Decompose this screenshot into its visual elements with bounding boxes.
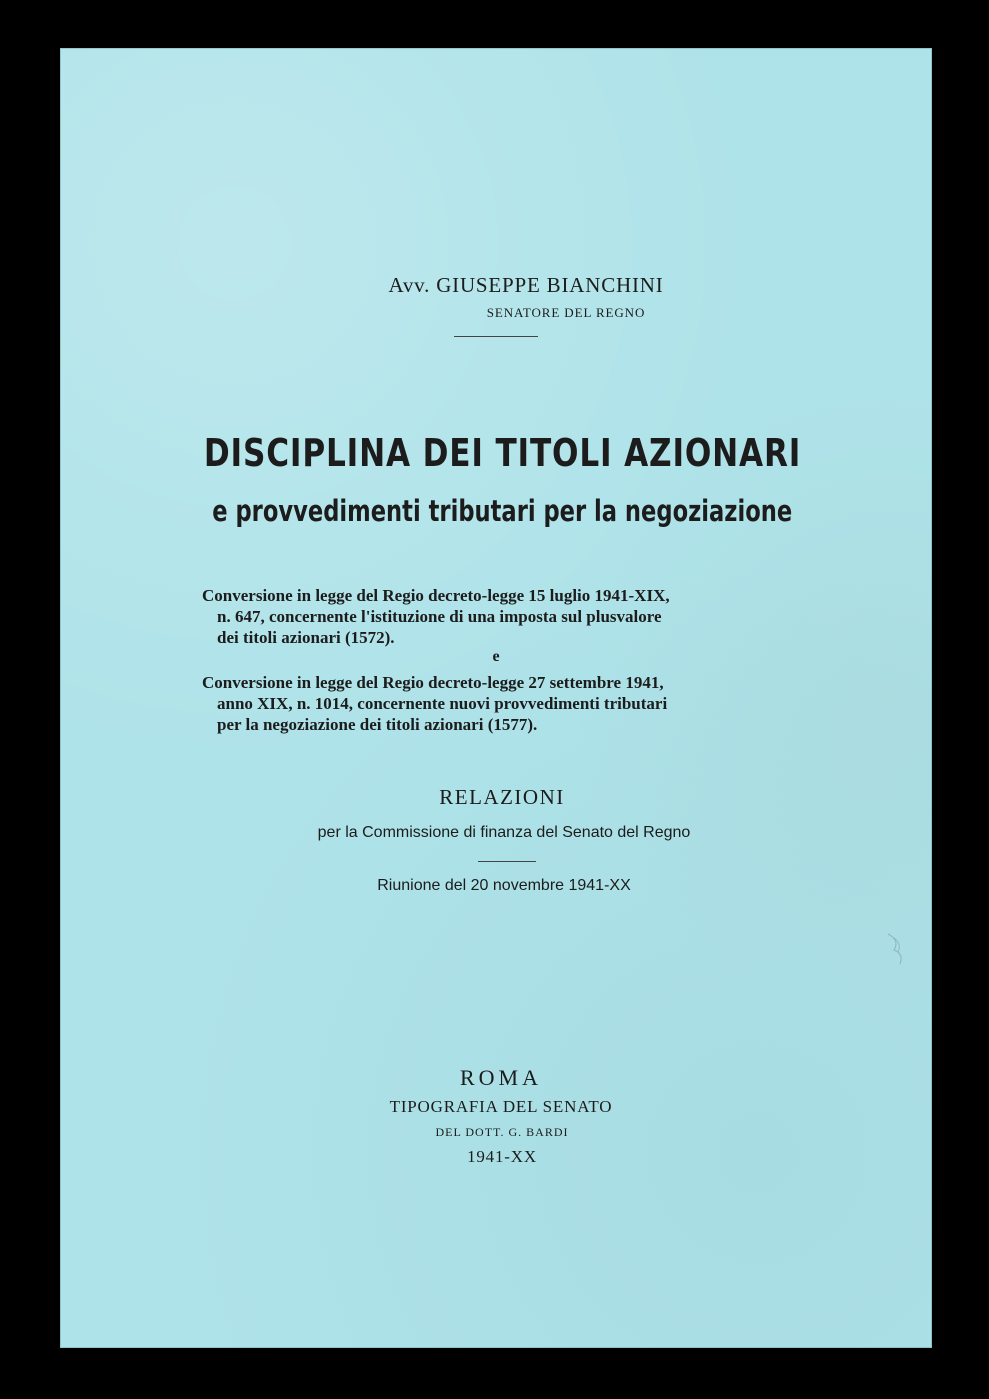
paragraph-line: dei titoli azionari (1572).	[217, 628, 395, 647]
relazioni-heading: RELAZIONI	[439, 785, 565, 809]
author-title: SENATORE DEL REGNO	[486, 305, 646, 320]
paper-wear-mark	[880, 928, 920, 968]
main-title: DISCIPLINA DEI TITOLI AZIONARI	[203, 431, 802, 475]
paragraph-line: Conversione in legge del Regio decreto-legge 15 luglio 1941-XIX,	[202, 586, 670, 605]
divider-rule	[454, 336, 538, 337]
paragraph-line: per la negoziazione dei titoli azionari (1577).	[217, 715, 538, 734]
meeting-date: Riunione del 20 novembre 1941-XX	[377, 877, 631, 894]
booklet-cover	[60, 48, 932, 1348]
publication-year: 1941-XX	[467, 1147, 537, 1166]
author-name: Avv. GIUSEPPE BIANCHINI	[388, 273, 664, 297]
paragraph-line: n. 647, concernente l'istituzione di una imposta sul plusvalore	[217, 607, 662, 626]
conjunction: e	[492, 648, 500, 665]
paragraph-line: anno XIX, n. 1014, concernente nuovi provvedimenti tributari	[217, 694, 668, 713]
publication-place: ROMA	[459, 1065, 542, 1090]
divider-rule	[478, 861, 536, 862]
subtitle: e provvedimenti tributari per la negoziazione	[212, 494, 793, 528]
printer-name: TIPOGRAFIA DEL SENATO	[389, 1097, 613, 1116]
printer-owner: DEL DOTT. G. BARDI	[435, 1125, 569, 1139]
commission-line: per la Commissione di finanza del Senato del Regno	[317, 824, 691, 841]
conversion-paragraph-2	[202, 672, 852, 735]
conversion-paragraph-1	[202, 585, 852, 648]
paragraph-line: Conversione in legge del Regio decreto-legge 27 settembre 1941,	[202, 673, 664, 692]
